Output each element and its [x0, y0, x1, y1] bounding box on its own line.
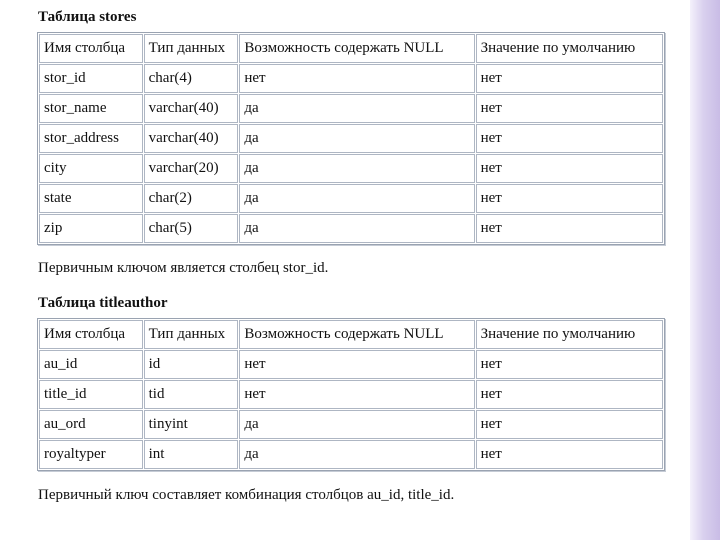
stores-columns-table	[37, 32, 665, 245]
table-cell: нет	[239, 380, 474, 409]
stores-primary-key-note: Первичным ключом является столбец stor_id.	[38, 260, 329, 276]
table-cell: stor_address	[39, 124, 143, 153]
table-cell: tinyint	[144, 410, 239, 439]
column-header: Возможность содержать NULL	[239, 320, 474, 349]
table-cell: state	[39, 184, 143, 213]
column-header: Имя столбца	[39, 320, 143, 349]
table-cell: да	[239, 184, 474, 213]
stores-table-title: Таблица stores	[38, 9, 137, 25]
table-row	[39, 440, 663, 469]
table-cell: нет	[476, 350, 663, 379]
table-cell: нет	[476, 214, 663, 243]
table-cell: city	[39, 154, 143, 183]
table-cell: да	[239, 124, 474, 153]
table-cell: да	[239, 94, 474, 123]
table-cell: char(5)	[144, 214, 239, 243]
table-cell: нет	[476, 124, 663, 153]
table-cell: royaltyper	[39, 440, 143, 469]
table-cell: char(2)	[144, 184, 239, 213]
table-row	[39, 64, 663, 93]
titleauthor-table-title: Таблица titleauthor	[38, 295, 168, 311]
column-header: Тип данных	[144, 34, 239, 63]
column-header: Возможность содержать NULL	[239, 34, 474, 63]
column-header: Тип данных	[144, 320, 239, 349]
table-row	[39, 380, 663, 409]
table-cell: да	[239, 214, 474, 243]
table-row	[39, 410, 663, 439]
table-cell: char(4)	[144, 64, 239, 93]
table-cell: int	[144, 440, 239, 469]
table-cell: нет	[476, 184, 663, 213]
table-cell: нет	[476, 440, 663, 469]
table-cell: au_id	[39, 350, 143, 379]
table-header-row	[39, 320, 663, 349]
table-cell: zip	[39, 214, 143, 243]
table-cell: да	[239, 440, 474, 469]
table-cell: да	[239, 410, 474, 439]
table-cell: varchar(20)	[144, 154, 239, 183]
document-content	[38, 8, 668, 504]
table-cell: нет	[476, 64, 663, 93]
slide-side-gradient-bar	[690, 0, 720, 540]
table-row	[39, 124, 663, 153]
table-cell: id	[144, 350, 239, 379]
table-cell: нет	[476, 410, 663, 439]
titleauthor-primary-key-note: Первичный ключ составляет комбинация столбцов au_id, title_id.	[38, 487, 455, 503]
table-cell: нет	[239, 350, 474, 379]
titleauthor-table-body	[39, 320, 663, 469]
table-cell: нет	[476, 380, 663, 409]
table-row	[39, 154, 663, 183]
stores-table-body	[39, 34, 663, 243]
table-cell: varchar(40)	[144, 124, 239, 153]
table-cell: нет	[476, 94, 663, 123]
table-cell: stor_id	[39, 64, 143, 93]
table-header-row	[39, 34, 663, 63]
table-cell: title_id	[39, 380, 143, 409]
table-cell: да	[239, 154, 474, 183]
table-cell: stor_name	[39, 94, 143, 123]
table-cell: нет	[239, 64, 474, 93]
column-header: Значение по умолчанию	[476, 320, 663, 349]
table-row	[39, 350, 663, 379]
table-row	[39, 214, 663, 243]
table-cell: tid	[144, 380, 239, 409]
column-header: Имя столбца	[39, 34, 143, 63]
column-header: Значение по умолчанию	[476, 34, 663, 63]
table-row	[39, 184, 663, 213]
table-cell: varchar(40)	[144, 94, 239, 123]
titleauthor-columns-table	[37, 318, 665, 471]
table-row	[39, 94, 663, 123]
table-cell: au_ord	[39, 410, 143, 439]
table-cell: нет	[476, 154, 663, 183]
